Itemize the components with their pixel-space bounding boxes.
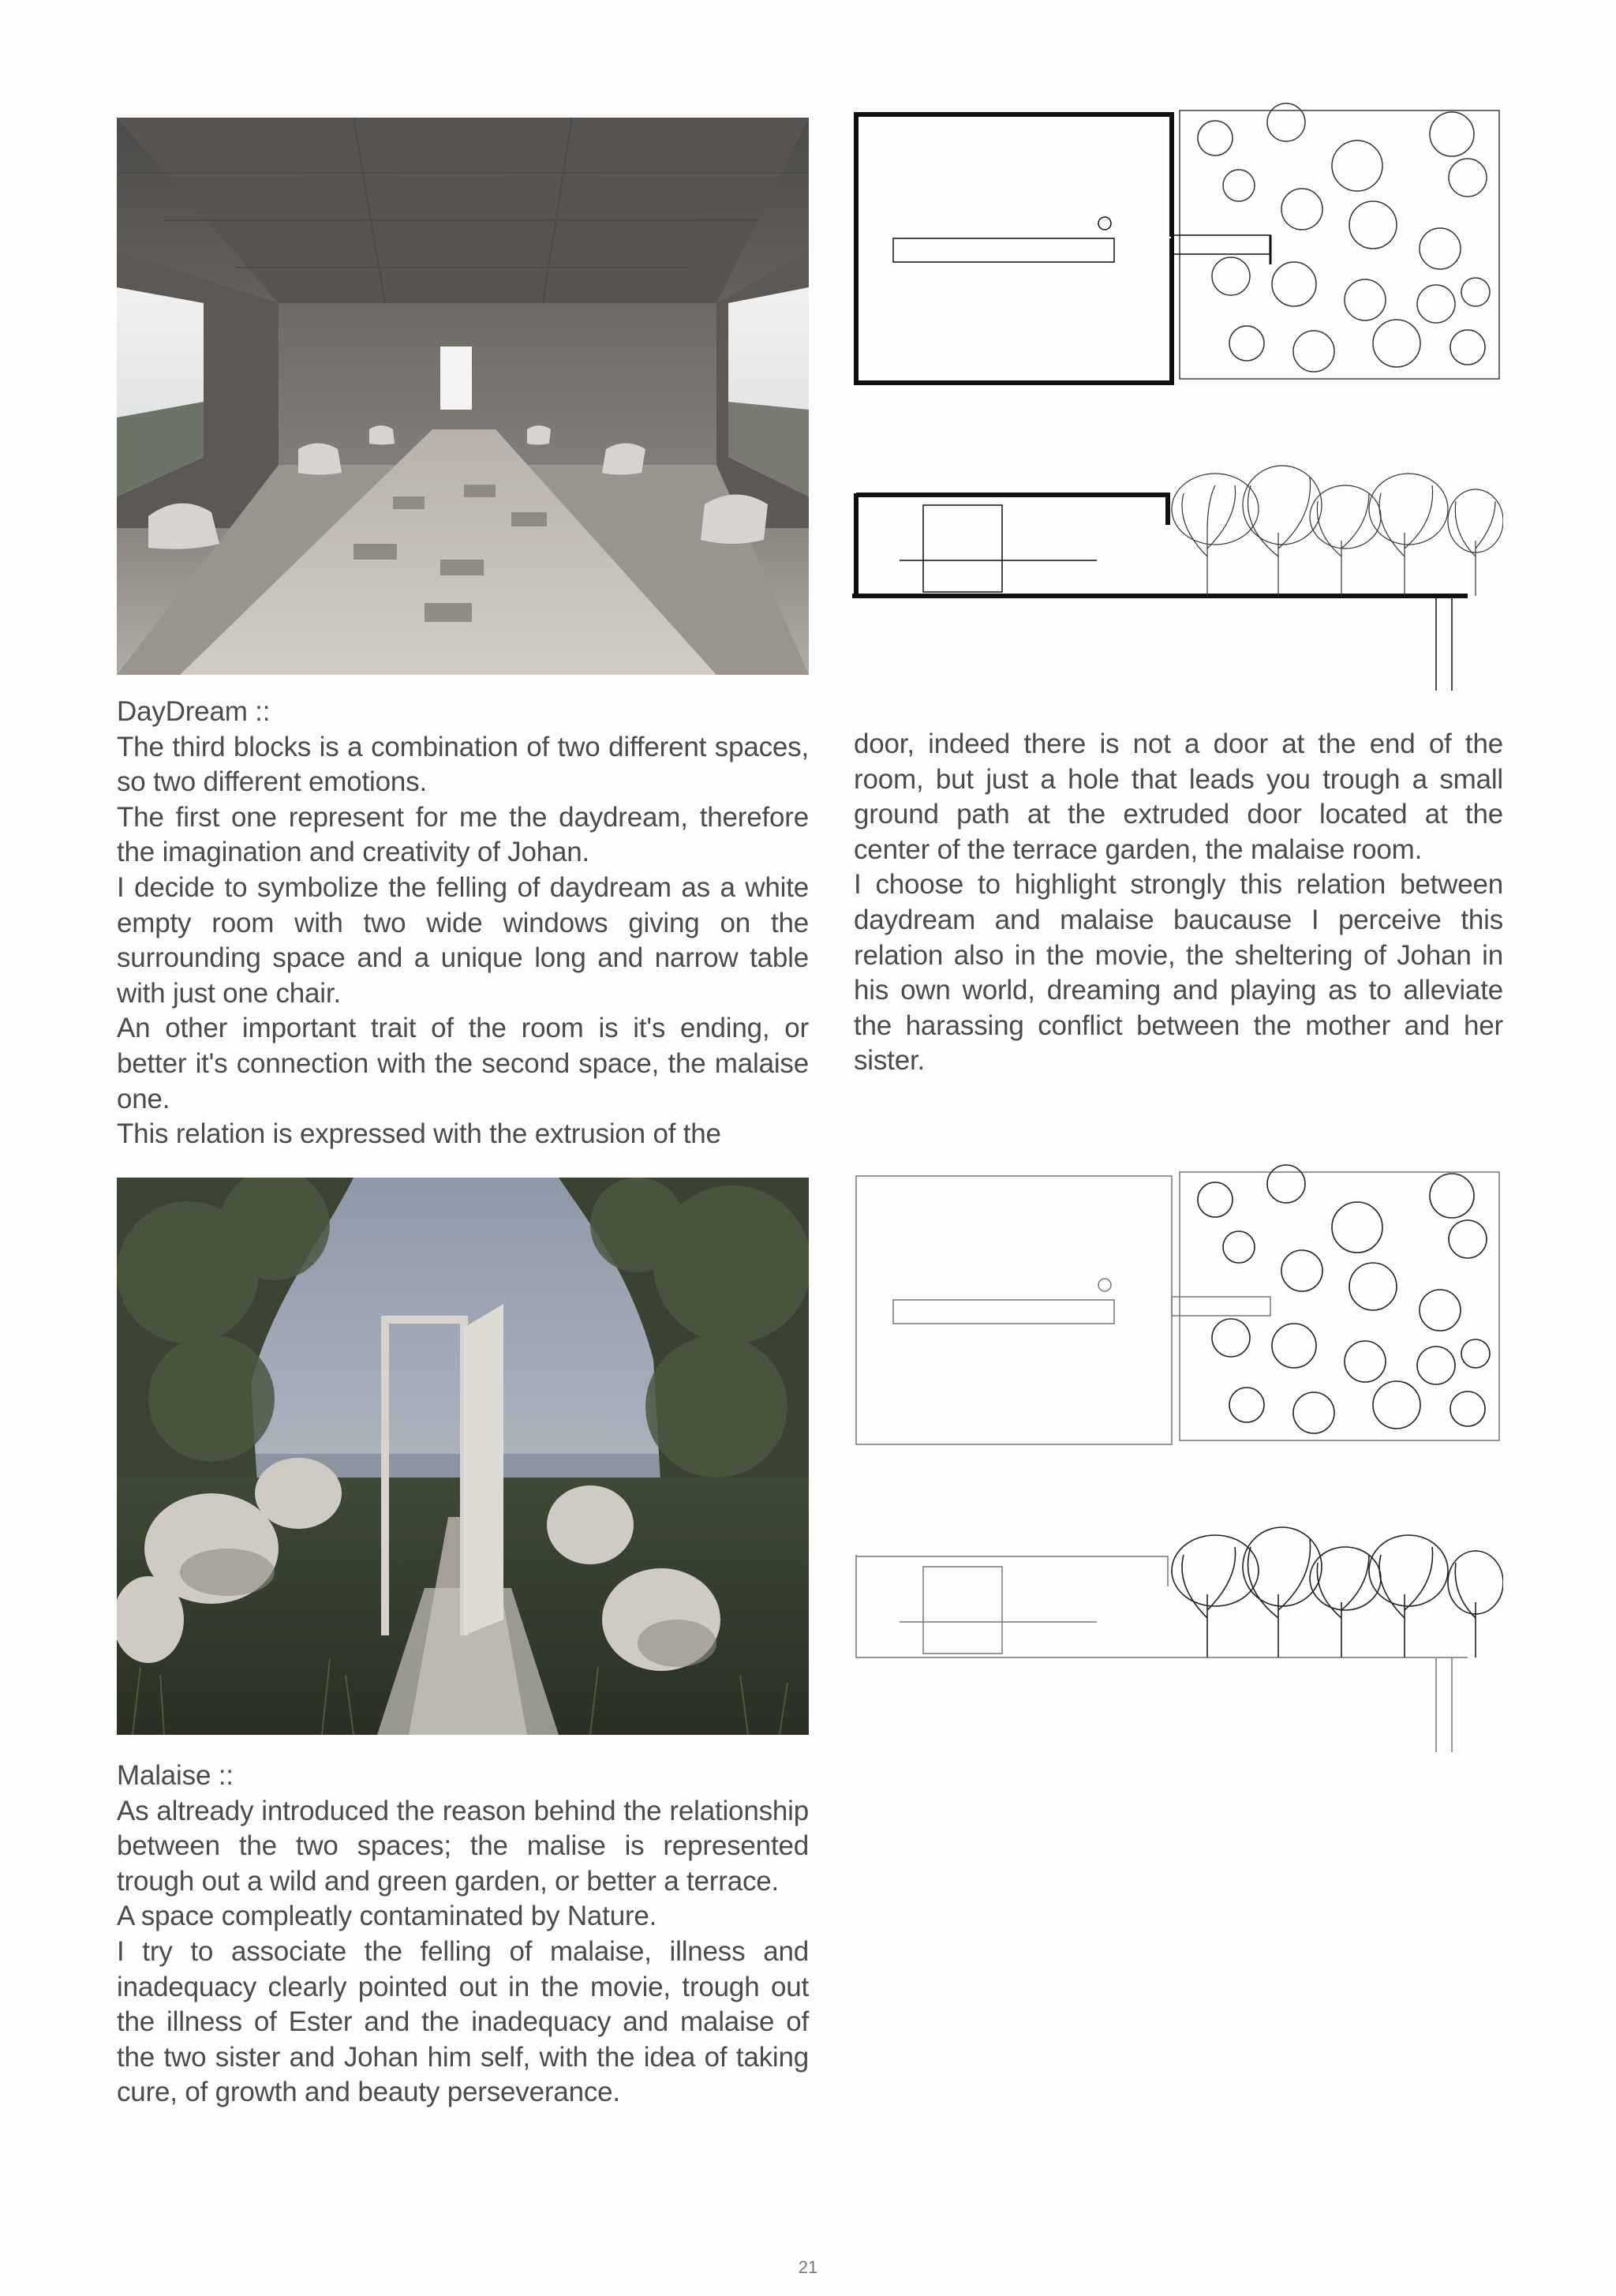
daydream-continuation-paragraph: door, indeed there is not a door at the end of the room, but just a hole that leads you trough a small ground path at the extruded door located at the center of the terrace garden, the malaise room. bbox=[854, 729, 1503, 865]
daydream-paragraph: This relation is expressed with the extrusion of the bbox=[117, 1118, 721, 1150]
plan-section-top bbox=[852, 91, 1503, 699]
tree-symbols-plan bbox=[1198, 103, 1490, 372]
daydream-continuation-block bbox=[854, 727, 1503, 1079]
interior-illustration bbox=[117, 118, 809, 675]
daydream-paragraph: The first one represent for me the daydream, therefore the imagination and creativity of Johan. bbox=[117, 801, 809, 868]
daydream-paragraph: An other important trait of the room is it's ending, or better it's connection with the second space, the malaise one. bbox=[117, 1013, 809, 1114]
malaise-paragraph: I try to associate the felling of malaise, illness and inadequacy clearly pointed out in the movie, trough out the illness of Ester and the inadequacy and malaise of the two sister and Johan him self, with the idea of taking cure, of growth and beauty perseverance. bbox=[117, 1935, 809, 2108]
daydream-paragraph: The third blocks is a combination of two different spaces, so two different emotions. bbox=[117, 731, 809, 798]
daydream-text-block bbox=[117, 695, 809, 1152]
malaise-heading: Malaise :: bbox=[117, 1760, 234, 1791]
tree-symbols-section-dense bbox=[1172, 1527, 1503, 1657]
architectural-drawing-bottom bbox=[852, 1152, 1503, 1760]
daydream-paragraph: I decide to symbolize the felling of daydream as a white empty room with two wide windows giving on the surrounding space and a unique long and narrow table with just one chair. bbox=[117, 871, 809, 1009]
malaise-text-block bbox=[117, 1759, 809, 2111]
plan-section-bottom bbox=[852, 1152, 1503, 1760]
malaise-garden-render bbox=[117, 1178, 809, 1735]
daydream-heading: DayDream :: bbox=[117, 696, 271, 727]
malaise-paragraph: A space compleatly contaminated by Nature. bbox=[117, 1901, 657, 1932]
architectural-drawing-top bbox=[852, 91, 1503, 699]
daydream-interior-render bbox=[117, 118, 809, 675]
daydream-continuation-paragraph: I choose to highlight strongly this relation between daydream and malaise baucause I perceive this relation also in the movie, the sheltering of Johan in his own world, dreaming and playing as to alleviate the harassing conflict between the mother and her sister. bbox=[854, 869, 1503, 1077]
garden-illustration bbox=[117, 1178, 809, 1735]
malaise-paragraph: As altready introduced the reason behind the relationship between the two spaces; the malise is represented trough out a wild and green garden, or better a terrace. bbox=[117, 1795, 809, 1897]
tree-symbols-plan-dense bbox=[1198, 1165, 1490, 1433]
page-number: 21 bbox=[798, 2257, 818, 2277]
tree-symbols-section bbox=[1172, 466, 1503, 596]
